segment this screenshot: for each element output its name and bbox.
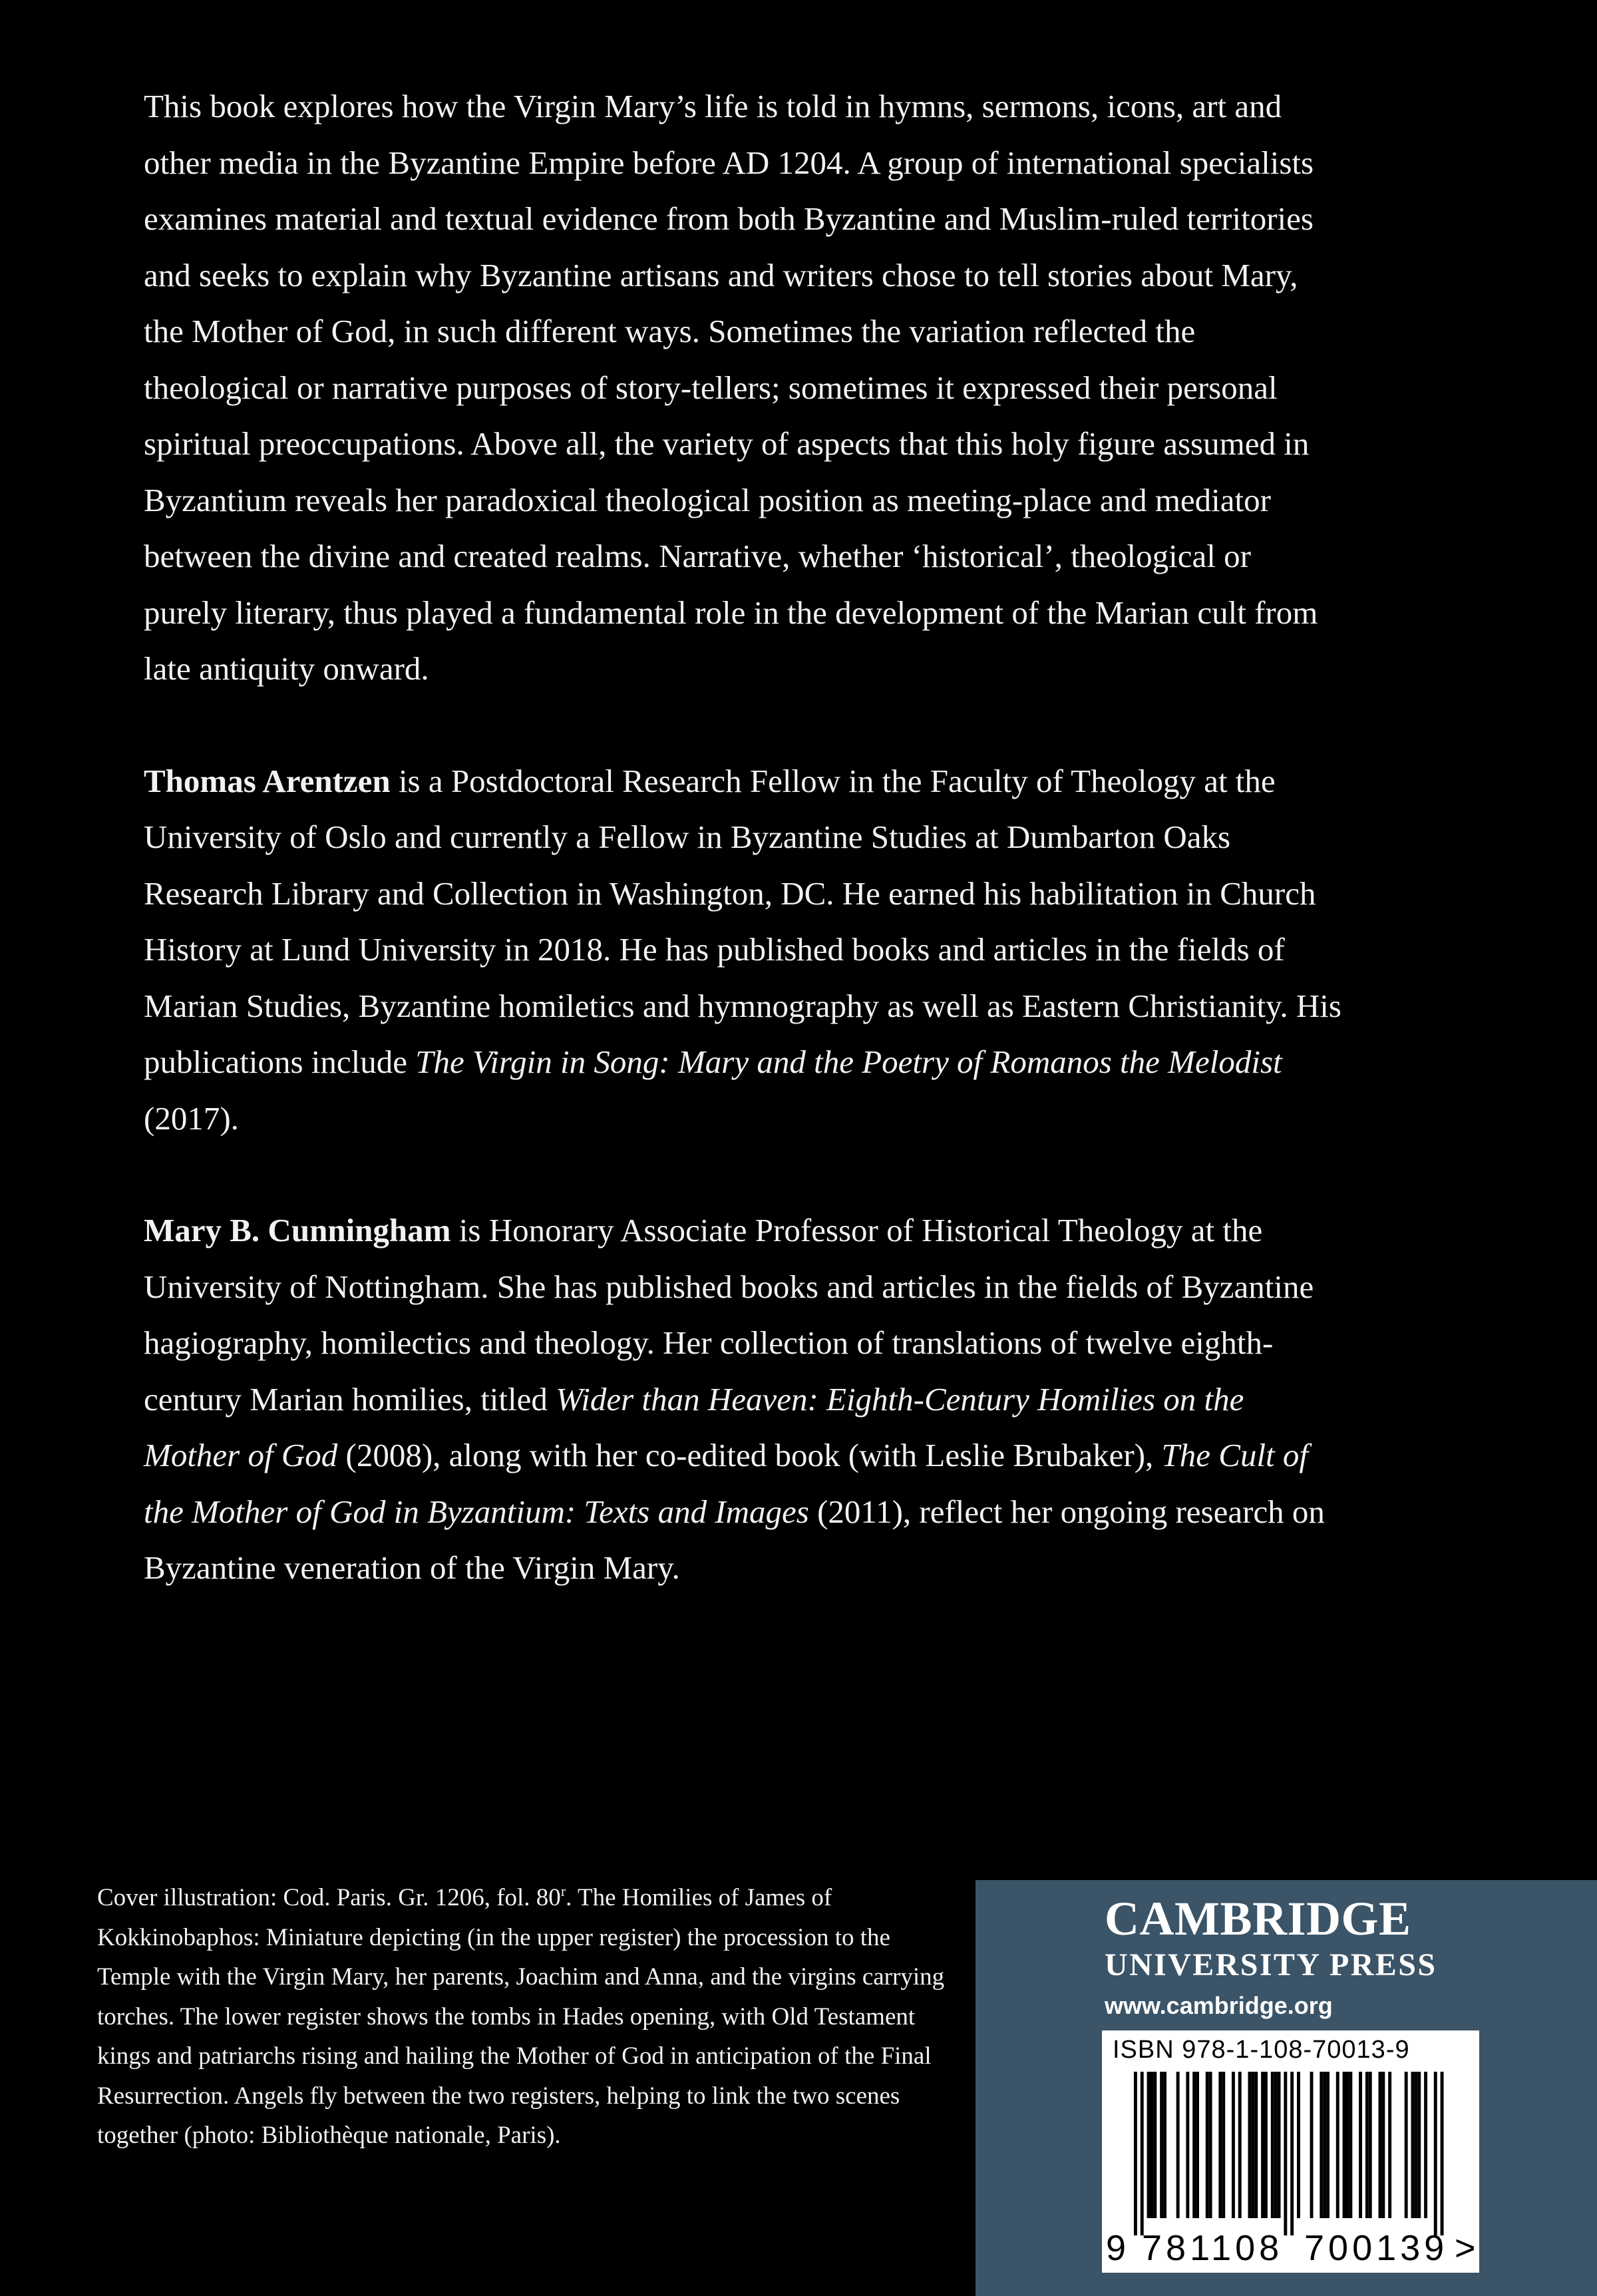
caption-text: . The Homilies of James of Kokkinobaphos: Miniature depicting (in the upper register) the procession to the Temple with the Virgin Mary, her parents, Joachim and Anna, and the virgins carrying torches. The lower register shows the tombs in Hades opening, with Old Testament kings and patriarchs rising and hailing the Mother of God in anticipation of the Final Resurrection. Angels fly between the two registers, helping to link the two scenes together (photo: Bibliothèque nationale, Paris). xyxy=(97,1884,945,2149)
barcode-bar xyxy=(1232,2072,1235,2218)
barcode-guard-bar xyxy=(1290,2072,1294,2235)
bio-text: is a Postdoctoral Research Fellow in the Faculty of Theology at the University of Oslo and currently a Fellow in Byzantine Studies at Dumbarton Oaks Research Library and Collection in Washington, DC. He earned his habilitation in Church History at Lund University in 2018. He has published books and articles in the fields of Marian Studies, Byzantine homiletics and hymnography as well as Eastern Christianity. His publications include xyxy=(144,762,1341,1080)
barcode-digits xyxy=(1102,2227,1479,2267)
barcode-bar xyxy=(1405,2072,1408,2218)
barcode-guard-bar xyxy=(1134,2072,1137,2235)
barcode-bar xyxy=(1176,2072,1180,2218)
barcode-bar xyxy=(1271,2072,1274,2218)
book-description: This book explores how the Virgin Mary’s life is told in hymns, sermons, icons, art and other media in the Byzantine Empire before AD 1204. A group of international specialists examines material and textual evidence from both Byzantine and Muslim-ruled territories and seeks to explain why Byzantine artisans and writers chose to tell stories about Mary, the Mother of God, in such different ways. Sometimes the variation reflected the theological or narrative purposes of story-tellers; sometimes it expressed their personal spiritual preoccupations. Above all, the variety of aspects that this holy figure assumed in Byzantium reveals her paradoxical theological position as meeting-place and mediator between the divine and created realms. Narrative, whether ‘historical’, theological or purely literary, thus played a fundamental role in the development of the Marian cult from late antiquity onward. xyxy=(144,88,1318,687)
barcode-bar xyxy=(1248,2072,1252,2218)
barcode-guard-bar xyxy=(1284,2072,1287,2235)
barcode-bar xyxy=(1343,2072,1346,2218)
barcode-guard-bar xyxy=(1441,2072,1444,2235)
barcode-bar xyxy=(1206,2072,1209,2218)
barcode-bar xyxy=(1151,2072,1154,2218)
isbn-label: ISBN 978-1-108-70013-9 xyxy=(1113,2036,1410,2064)
caption-superscript: r xyxy=(560,1883,566,1899)
barcode-bar xyxy=(1192,2072,1196,2218)
barcode-bar xyxy=(1222,2072,1225,2218)
barcode-bar xyxy=(1278,2072,1281,2218)
barcode-bar xyxy=(1379,2072,1382,2218)
back-cover-blurb xyxy=(144,79,1341,1597)
barcode-right-digits: 700139 xyxy=(1304,2228,1449,2268)
barcode-bar xyxy=(1359,2072,1362,2218)
barcode-bar xyxy=(1336,2072,1339,2218)
barcode-guard-bar xyxy=(1434,2072,1437,2235)
barcode-bar xyxy=(1310,2072,1314,2218)
barcode-quiet-zone-marker: > xyxy=(1455,2228,1476,2268)
barcode-bar xyxy=(1274,2072,1278,2218)
bio-text: (2011), reflect her ongoing research on Byzantine veneration of the Virgin Mary. xyxy=(144,1493,1325,1586)
book-title: The Virgin in Song: Mary and the Poetry of Romanos the Melodist xyxy=(415,1044,1282,1080)
publisher-panel xyxy=(976,1880,1597,2296)
barcode-bar xyxy=(1147,2072,1151,2218)
book-title: Wider than Heaven: Eighth-Century Homilies on the Mother of God xyxy=(144,1380,1244,1473)
barcode-bar xyxy=(1388,2072,1391,2218)
barcode-bar xyxy=(1417,2072,1421,2218)
barcode-bar xyxy=(1254,2072,1258,2218)
barcode-bar xyxy=(1297,2072,1300,2218)
barcode-bars xyxy=(1102,2072,1479,2238)
isbn-barcode xyxy=(1102,2030,1479,2273)
barcode-bar xyxy=(1414,2072,1417,2218)
barcode-bar xyxy=(1411,2072,1415,2218)
barcode-bar xyxy=(1346,2072,1349,2218)
editor-bio-arentzen xyxy=(144,753,1341,1147)
barcode-bar xyxy=(1326,2072,1330,2218)
barcode-left-digits: 781108 xyxy=(1142,2228,1284,2268)
book-title: The Cult of the Mother of God in Byzantium: Texts and Images xyxy=(144,1437,1309,1530)
publisher-logo-subtitle: UNIVERSITY PRESS xyxy=(1105,1947,1437,1983)
barcode-bar xyxy=(1209,2072,1212,2218)
bio-text: (2017). xyxy=(144,1099,239,1137)
barcode-lead-digit: 9 xyxy=(1106,2228,1127,2268)
barcode-bar xyxy=(1365,2072,1369,2218)
barcode-bar xyxy=(1349,2072,1352,2218)
barcode-bar xyxy=(1369,2072,1372,2218)
barcode-bar xyxy=(1218,2072,1222,2218)
barcode-bar xyxy=(1186,2072,1189,2218)
cover-illustration-caption xyxy=(97,1878,956,2156)
barcode-bar xyxy=(1238,2072,1242,2218)
barcode-bar xyxy=(1320,2072,1323,2218)
caption-text: Cover illustration: Cod. Paris. Gr. 1206, fol. 80 xyxy=(97,1884,561,1911)
publisher-logo-name: CAMBRIDGE xyxy=(1105,1892,1411,1945)
bio-text: is Honorary Associate Professor of Historical Theology at the University of Nottingham. She has published books and articles in the fields of Byzantine hagiography, homilectics and theology. Her collection of translations of twelve eighth-century Marian homilies, titled xyxy=(144,1212,1314,1418)
barcode-bar xyxy=(1251,2072,1254,2218)
barcode-bar xyxy=(1323,2072,1326,2218)
barcode-bar xyxy=(1381,2072,1385,2218)
barcode-bar xyxy=(1153,2072,1156,2218)
barcode-bar xyxy=(1163,2072,1166,2218)
publisher-url: www.cambridge.org xyxy=(1105,1992,1333,2019)
barcode-guard-bar xyxy=(1141,2072,1144,2235)
barcode-bar xyxy=(1424,2072,1427,2218)
bio-text: (2008), along with her co-edited book (with Leslie Brubaker), xyxy=(337,1437,1162,1473)
barcode-bar xyxy=(1196,2072,1199,2218)
editor-name: Thomas Arentzen xyxy=(144,762,391,799)
editor-name: Mary B. Cunningham xyxy=(144,1212,451,1248)
barcode-bar xyxy=(1261,2072,1264,2218)
barcode-bar xyxy=(1264,2072,1268,2218)
barcode-bar xyxy=(1160,2072,1163,2218)
editor-bio-cunningham xyxy=(144,1203,1341,1597)
